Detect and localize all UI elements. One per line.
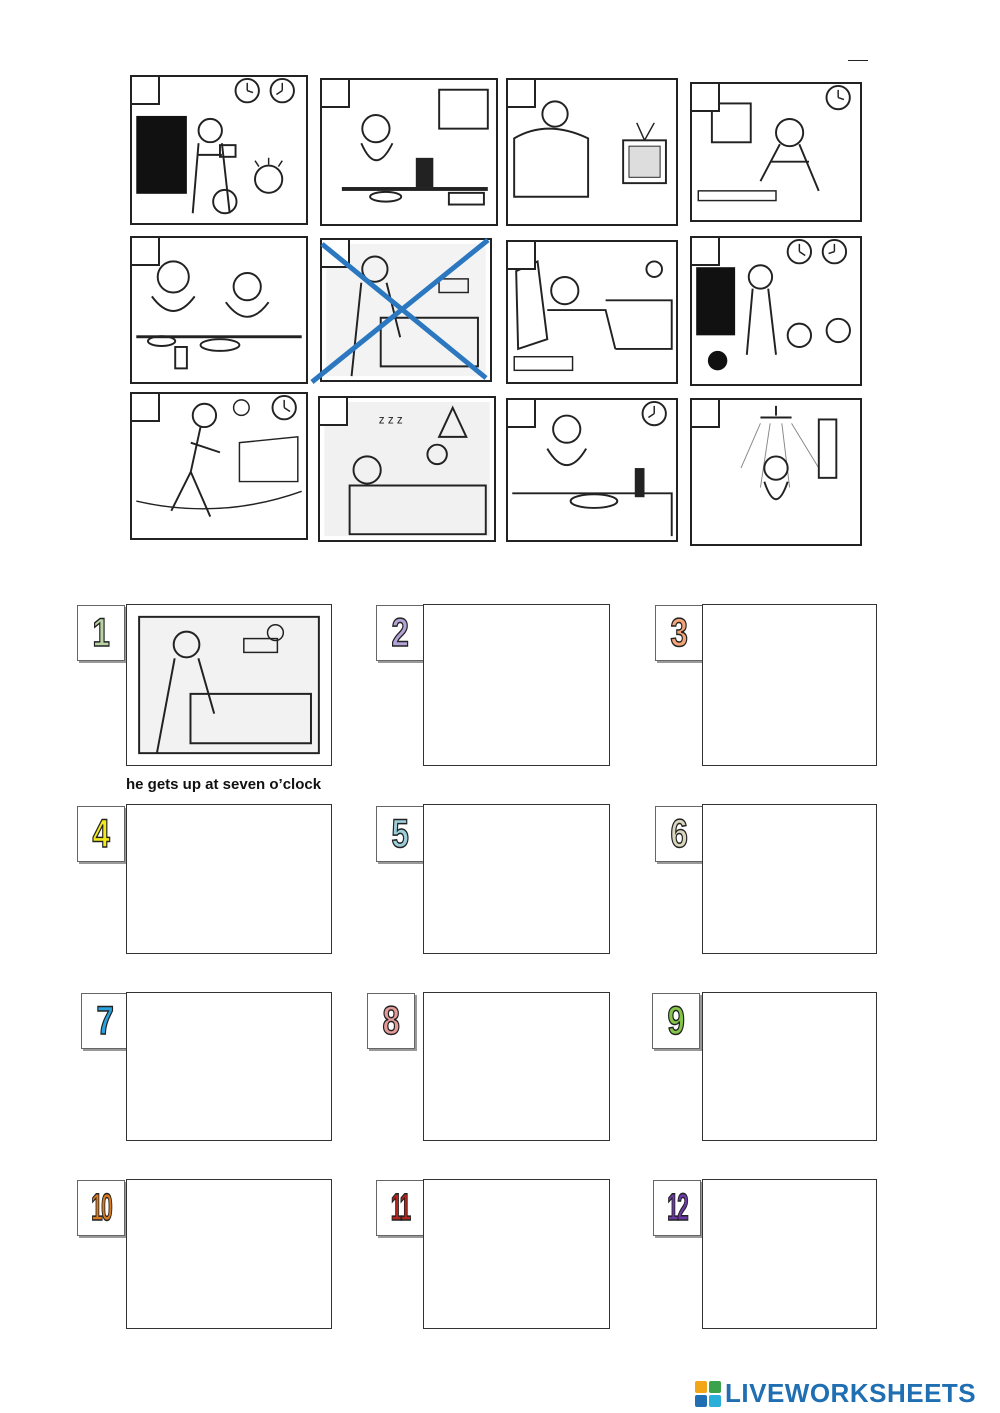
picture-panel[interactable] — [506, 240, 678, 384]
picture-panel[interactable] — [506, 398, 678, 542]
answer-drop-box[interactable] — [423, 804, 610, 954]
answer-drop-box[interactable] — [702, 804, 877, 954]
answer-drop-box[interactable] — [702, 604, 877, 766]
answer-drop-box[interactable] — [126, 604, 332, 766]
clock-icon — [692, 238, 860, 384]
slot-number-label: 2 — [391, 611, 409, 655]
picture-panel[interactable] — [506, 78, 678, 226]
liveworksheets-logo-icon — [695, 1381, 721, 1407]
slot-number-label: 11 — [390, 1187, 410, 1229]
slot-number — [376, 806, 424, 862]
picture-panel[interactable] — [320, 78, 498, 226]
clock-icon — [508, 400, 676, 540]
brand-name: LIVEWORKSHEETS — [725, 1378, 977, 1408]
svg-text:z z z: z z z — [378, 413, 403, 427]
order-checkbox[interactable] — [322, 240, 350, 268]
slot-number-label: 12 — [667, 1187, 687, 1229]
slot-number-label: 8 — [382, 999, 400, 1043]
picture-panel[interactable] — [318, 396, 496, 542]
picture-panel[interactable] — [690, 236, 862, 386]
answer-drop-box[interactable] — [126, 804, 332, 954]
slot-number — [655, 806, 703, 862]
picture-grid — [0, 0, 1000, 560]
picture-panel[interactable] — [690, 398, 862, 546]
slot-number-label: 4 — [92, 812, 110, 856]
slot-number-label: 10 — [91, 1187, 111, 1229]
order-checkbox[interactable] — [322, 80, 350, 108]
slot-number — [367, 993, 415, 1049]
example-caption: he gets up at seven o’clock — [126, 776, 322, 793]
order-checkbox[interactable] — [320, 398, 348, 426]
clock-icon — [132, 77, 306, 223]
footer-brand[interactable] — [695, 1378, 976, 1409]
slot-number-label: 9 — [667, 999, 685, 1043]
slot-number — [81, 993, 129, 1049]
slot-number-label: 6 — [670, 812, 688, 856]
slot-number — [653, 1180, 701, 1236]
slot-number — [77, 1180, 125, 1236]
picture-panel[interactable] — [320, 238, 492, 382]
slot-number-label: 7 — [96, 999, 114, 1043]
answer-drop-box[interactable] — [702, 992, 877, 1141]
slot-number-label: 3 — [670, 611, 688, 655]
answer-drop-box[interactable] — [126, 1179, 332, 1329]
clock-icon — [692, 84, 860, 220]
clock-icon — [132, 394, 306, 538]
picture-panel[interactable] — [130, 236, 308, 384]
order-checkbox[interactable] — [132, 238, 160, 266]
order-checkbox[interactable] — [508, 242, 536, 270]
slot-number — [376, 1180, 424, 1236]
picture-panel[interactable] — [690, 82, 862, 222]
answer-drop-box[interactable] — [423, 1179, 610, 1329]
slot-number — [652, 993, 700, 1049]
slot-number-label: 1 — [92, 611, 110, 655]
slot-number — [376, 605, 424, 661]
picture-panel[interactable] — [130, 75, 308, 225]
slot-number-label: 5 — [391, 812, 409, 856]
slot-number — [655, 605, 703, 661]
answer-drop-box[interactable] — [423, 604, 610, 766]
slot-number — [77, 605, 125, 661]
answer-drop-box[interactable] — [702, 1179, 877, 1329]
picture-panel[interactable] — [130, 392, 308, 540]
slot-number — [77, 806, 125, 862]
order-checkbox[interactable] — [508, 80, 536, 108]
example-bed-illustration — [127, 605, 331, 765]
order-checkbox[interactable] — [692, 400, 720, 428]
answer-drop-box[interactable] — [126, 992, 332, 1141]
answer-drop-box[interactable] — [423, 992, 610, 1141]
